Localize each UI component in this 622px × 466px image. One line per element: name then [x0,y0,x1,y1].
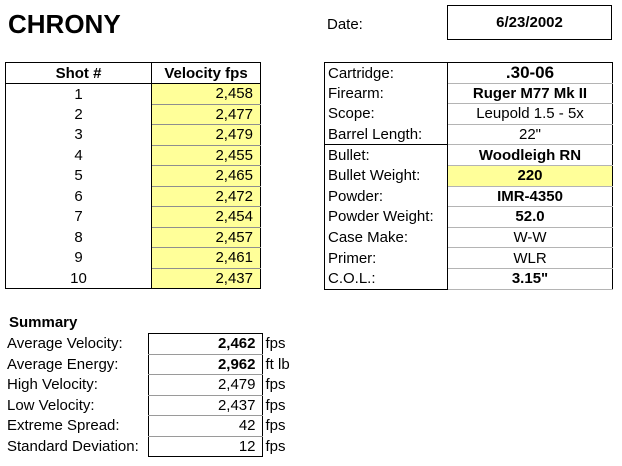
summary-value[interactable]: 2,462 [148,334,262,355]
load-row-primer [325,248,613,269]
load-row-cartridge [325,63,613,84]
summary-value[interactable]: 12 [148,436,262,457]
summary-title: Summary [9,314,78,331]
load-row-col [325,268,613,289]
load-info-table [324,62,613,290]
powder-weight-label: Powder Weight: [325,207,448,228]
shot-number-header: Shot # [6,63,152,84]
bullet-value[interactable]: Woodleigh RN [448,145,613,166]
shot-number: 7 [6,207,152,228]
powder-label: Powder: [325,186,448,207]
barrel-length-label: Barrel Length: [325,124,448,145]
table-row [6,268,261,289]
shot-number: 4 [6,145,152,166]
summary-unit: fps [265,335,286,353]
firearm-value[interactable]: Ruger M77 Mk II [448,83,613,104]
shot-number: 8 [6,227,152,248]
summary-unit: fps [265,417,286,435]
summary-unit: fps [265,396,286,414]
summary-label: Low Velocity: [7,396,95,414]
shot-table-header [6,63,261,84]
summary-label: Average Energy: [7,355,119,373]
velocity-cell[interactable]: 2,458 [152,84,261,105]
bullet-label: Bullet: [325,145,448,166]
summary-unit: fps [265,376,286,394]
barrel-length-value[interactable]: 22" [448,124,613,145]
load-row-bullet-weight [325,165,613,186]
primer-value[interactable]: WLR [448,248,613,269]
velocity-header: Velocity fps [152,63,261,84]
shot-number: 10 [6,268,152,289]
summary-value[interactable]: 42 [148,416,262,437]
cartridge-label: Cartridge: [325,63,448,84]
shot-number: 1 [6,84,152,105]
summary-value[interactable]: 2,479 [148,375,262,396]
summary-unit: fps [265,437,286,455]
load-row-powder [325,186,613,207]
summary-value[interactable]: 2,437 [148,395,262,416]
summary-label: Standard Deviation: [7,437,139,455]
table-row [6,186,261,207]
date-label: Date: [327,16,363,33]
load-row-barrel-length [325,124,613,145]
shot-number: 9 [6,248,152,269]
summary-unit: ft lb [265,355,290,373]
velocity-cell[interactable]: 2,437 [152,268,261,289]
summary-row-low-velocity [5,395,290,416]
velocity-cell[interactable]: 2,472 [152,186,261,207]
shot-number: 6 [6,186,152,207]
velocity-cell[interactable]: 2,477 [152,104,261,125]
date-field[interactable] [447,5,612,40]
velocity-cell[interactable]: 2,455 [152,145,261,166]
page-title: CHRONY [8,9,121,39]
table-row [6,248,261,269]
col-label: C.O.L.: [325,268,448,289]
case-make-label: Case Make: [325,227,448,248]
primer-label: Primer: [325,248,448,269]
velocity-cell[interactable]: 2,461 [152,248,261,269]
load-row-powder-weight [325,207,613,228]
scope-label: Scope: [325,104,448,125]
cartridge-value[interactable]: .30-06 [448,63,613,84]
summary-value[interactable]: 2,962 [148,354,262,375]
load-row-firearm [325,83,613,104]
bullet-weight-label: Bullet Weight: [325,165,448,186]
shot-number: 3 [6,125,152,146]
summary-row-standard-deviation [5,436,290,457]
velocity-cell[interactable]: 2,465 [152,166,261,187]
summary-row-extreme-spread [5,416,290,437]
summary-row-average-energy [5,354,290,375]
load-row-bullet [325,145,613,166]
load-row-scope [325,104,613,125]
velocity-cell[interactable]: 2,454 [152,207,261,228]
shot-number: 5 [6,166,152,187]
velocity-cell[interactable]: 2,479 [152,125,261,146]
table-row [6,125,261,146]
case-make-value[interactable]: W-W [448,227,613,248]
summary-row-high-velocity [5,375,290,396]
summary-row-average-velocity [5,334,290,355]
table-row [6,207,261,228]
summary-label: Extreme Spread: [7,417,120,435]
powder-weight-value[interactable]: 52.0 [448,207,613,228]
velocity-cell[interactable]: 2,457 [152,227,261,248]
load-row-case-make [325,227,613,248]
bullet-weight-value[interactable]: 220 [448,165,613,186]
table-row [6,84,261,105]
summary-label: High Velocity: [7,376,98,394]
firearm-label: Firearm: [325,83,448,104]
shot-table [5,62,261,289]
scope-value[interactable]: Leupold 1.5 - 5x [448,104,613,125]
table-row [6,104,261,125]
summary-label: Average Velocity: [7,335,123,353]
table-row [6,145,261,166]
shot-number: 2 [6,104,152,125]
summary-table [5,333,290,457]
table-row [6,166,261,187]
powder-value[interactable]: IMR-4350 [448,186,613,207]
col-value[interactable]: 3.15" [448,268,613,289]
table-row [6,227,261,248]
date-value: 6/23/2002 [496,14,563,31]
